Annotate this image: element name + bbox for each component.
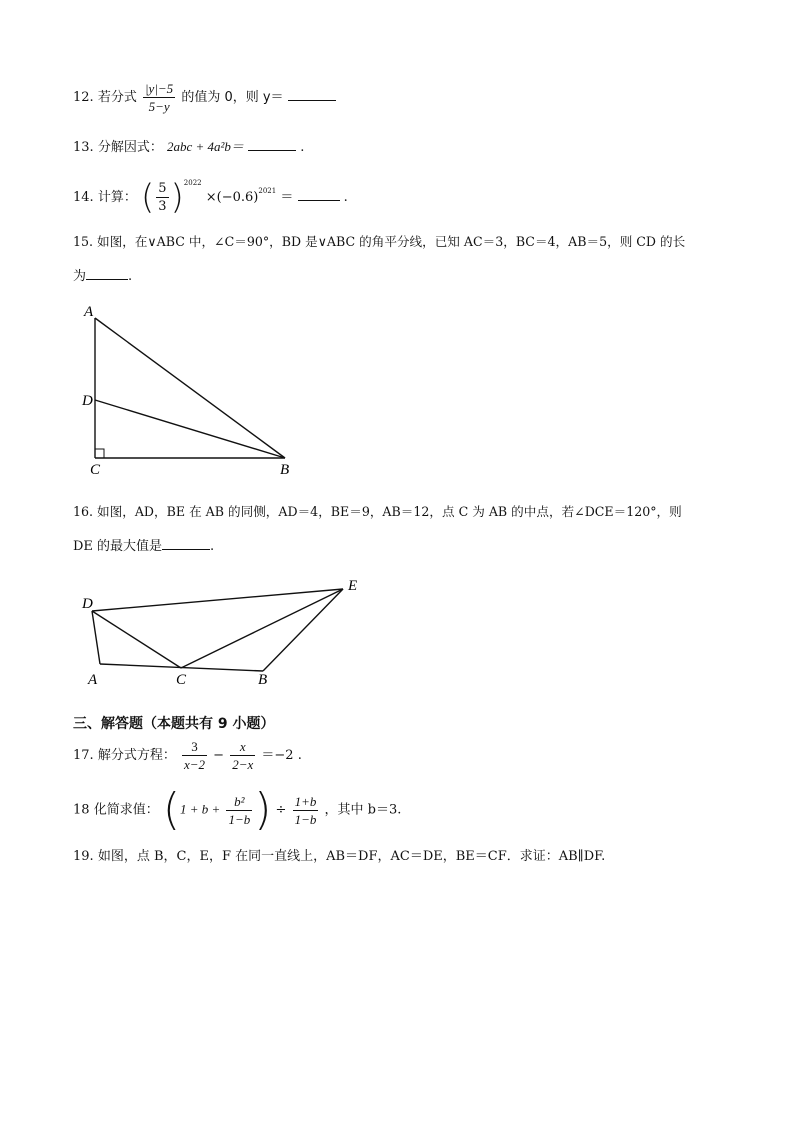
question-16-line-1: [73, 506, 682, 519]
question-label: 解分式方程：: [97, 748, 176, 763]
label-e: E: [348, 578, 358, 594]
label-c: C: [176, 672, 187, 688]
inner-expression: 1 + b +: [180, 801, 221, 817]
numerator-rest: −5: [157, 81, 174, 96]
minus-sign: −: [213, 748, 225, 763]
end-mark: .: [300, 140, 305, 155]
question-number: 13.: [73, 140, 94, 155]
expression-mid: ×(−0.6): [205, 190, 259, 205]
question-number: 16.: [73, 504, 94, 519]
exponent-2: 2021: [258, 187, 277, 195]
label-a: A: [88, 672, 98, 688]
divide-sign: ÷: [275, 802, 287, 818]
fraction-1: [226, 795, 252, 826]
end-mark: .: [343, 190, 348, 205]
question-number: 18: [73, 802, 90, 818]
question-text: 如图，AD，BE 在 AB 的同侧，AD＝4，BE＝9，AB＝12，点 C 为 AB 的中点，若∠DCE＝120°，则: [97, 504, 682, 519]
fraction-1: [182, 740, 207, 771]
expression: 2abc + 4a²b＝: [166, 139, 244, 154]
question-19: [73, 850, 605, 863]
question-18: [73, 784, 402, 835]
label-b: B: [258, 672, 268, 688]
denominator: 3: [158, 199, 167, 214]
numerator: 1+b: [294, 793, 317, 809]
right-hand-side: ＝−2 .: [261, 748, 302, 763]
denominator: 1−b: [294, 811, 317, 827]
exponent-1: 2022: [183, 179, 202, 187]
right-angle-mark: [95, 449, 104, 458]
end-mark: .: [128, 269, 133, 284]
segment-ab: [95, 318, 285, 458]
question-label: 计算：: [97, 190, 137, 205]
question-number: 15.: [73, 234, 94, 249]
quadrilateral-figure-q16: [92, 589, 343, 671]
question-label: 化简求值：: [93, 802, 159, 818]
question-number: 17.: [73, 748, 94, 763]
question-text: 为: [73, 269, 87, 284]
denominator: x−2: [183, 757, 206, 772]
numerator: x: [230, 740, 255, 756]
numerator-abs: |y|: [144, 81, 158, 96]
label-d: D: [82, 596, 93, 612]
question-suffix: ，其中 b＝3.: [324, 802, 402, 818]
section-title: 三、解答题（本题共有 9 小题）: [73, 716, 275, 732]
denominator: 5−y: [148, 99, 170, 114]
numerator: b²: [226, 795, 252, 811]
question-17: [73, 740, 302, 771]
fraction-2: [293, 795, 319, 826]
fraction-2: [230, 740, 255, 771]
segment-da: [92, 611, 100, 664]
paren-left: (: [162, 784, 181, 835]
question-prefix: 若分式: [97, 90, 137, 105]
label-b: B: [280, 462, 290, 478]
paren-left: (: [140, 177, 155, 218]
question-number: 19.: [73, 849, 94, 864]
question-16-line-2: [73, 538, 214, 553]
paren-right: ): [254, 784, 272, 835]
denominator: 2−x: [232, 757, 254, 772]
numerator: 3: [182, 740, 207, 756]
equals: ＝: [280, 190, 294, 205]
question-number: 14.: [73, 190, 94, 205]
label-d: D: [82, 393, 93, 409]
segment-be: [263, 589, 343, 671]
answer-blank[interactable]: [162, 538, 210, 550]
segment-dc: [92, 611, 181, 668]
label-a: A: [84, 304, 94, 320]
denominator: 1−b: [228, 811, 251, 827]
question-text: 如图，在∨ABC 中，∠C＝90°，BD 是∨ABC 的角平分线，已知 AC＝3，BC＝4，AB＝5，则 CD 的长: [97, 234, 686, 249]
label-c: C: [90, 462, 101, 478]
question-number: 12.: [73, 90, 94, 105]
paren-right: ): [170, 177, 184, 218]
question-text: DE 的最大值是: [73, 539, 163, 554]
question-text: 如图，点 B，C，E，F 在同一直线上，AB＝DF，AC＝DE，BE＝CF．求证：AB∥DF.: [97, 849, 606, 864]
end-mark: .: [210, 539, 215, 554]
question-suffix: 的值为 0，则 y＝: [181, 90, 284, 105]
question-label: 分解因式：: [97, 140, 163, 155]
numerator: 5: [158, 181, 167, 196]
segment-bd: [95, 400, 285, 458]
